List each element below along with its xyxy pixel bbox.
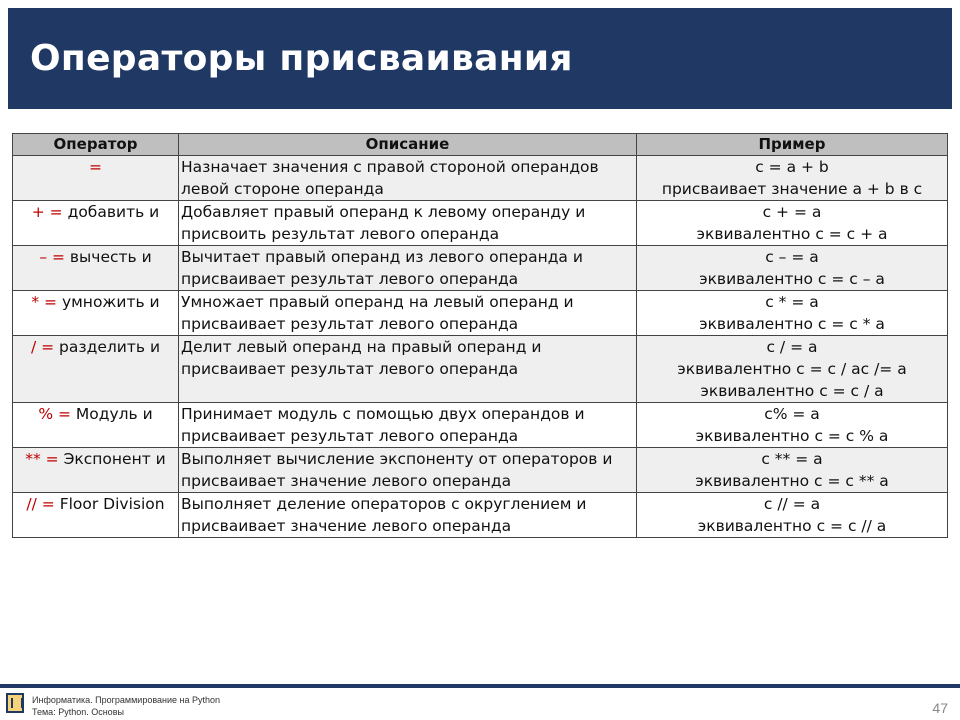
example-line: эквивалентно c = c – a xyxy=(699,270,885,288)
operator-example xyxy=(637,336,948,403)
operator-description: Добавляет правый операнд к левому операнду и присвоить результат левого операнда xyxy=(179,201,637,246)
operator-symbol: + = xyxy=(31,203,63,221)
operator-name: умножить и xyxy=(57,293,160,311)
slide-title: Операторы присваивания xyxy=(30,38,573,79)
example-line: c / = a xyxy=(766,338,818,356)
operator-cell xyxy=(13,291,179,336)
operator-name: Модуль и xyxy=(70,405,153,423)
table-row xyxy=(13,448,948,493)
example-line: эквивалентно c = c * a xyxy=(699,315,885,333)
operator-description: Назначает значения с правой стороной операндов левой стороне операнда xyxy=(179,156,637,201)
operator-cell xyxy=(13,246,179,291)
page-number: 47 xyxy=(932,700,948,716)
table-row xyxy=(13,156,948,201)
operator-cell xyxy=(13,201,179,246)
university-logo-icon xyxy=(6,693,24,713)
example-line: c // = a xyxy=(763,495,821,513)
operator-example xyxy=(637,448,948,493)
footer-course: Информатика. Программирование на Python xyxy=(32,695,221,705)
example-line: c% = a xyxy=(764,405,820,423)
assignment-operators-table xyxy=(12,133,948,538)
operator-cell xyxy=(13,156,179,201)
operator-symbol: % = xyxy=(38,405,71,423)
operator-name: вычесть и xyxy=(64,248,152,266)
operator-cell xyxy=(13,493,179,538)
operator-name: Floor Division xyxy=(54,495,165,513)
operator-cell xyxy=(13,448,179,493)
example-line: c – = a xyxy=(765,248,819,266)
operator-symbol: // = xyxy=(26,495,55,513)
table-row xyxy=(13,246,948,291)
operator-example xyxy=(637,201,948,246)
table-body xyxy=(13,156,948,538)
operator-example xyxy=(637,493,948,538)
title-bar xyxy=(0,0,960,117)
operator-description: Принимает модуль с помощью двух операндов и присваивает результат левого операнда xyxy=(179,403,637,448)
operator-description: Выполняет деление операторов с округлением и присваивает значение левого операнда xyxy=(179,493,637,538)
footer-text xyxy=(32,694,220,718)
example-line: эквивалентно c = c / a xyxy=(700,382,884,400)
header-description: Описание xyxy=(179,134,637,156)
table-header-row xyxy=(13,134,948,156)
table-row xyxy=(13,336,948,403)
operator-example xyxy=(637,156,948,201)
operator-example xyxy=(637,403,948,448)
footer-bar xyxy=(0,684,960,688)
example-line: эквивалентно c = c % a xyxy=(695,427,889,445)
operator-symbol: = xyxy=(89,158,102,176)
operator-symbol: * = xyxy=(31,293,58,311)
operator-name: Экспонент и xyxy=(58,450,166,468)
example-line: эквивалентно c = c ** a xyxy=(695,472,889,490)
table-row xyxy=(13,493,948,538)
example-line: эквивалентно c = c / ac /= a xyxy=(677,360,907,378)
example-line: c + = a xyxy=(762,203,822,221)
operator-description: Вычитает правый операнд из левого операнда и присваивает результат левого операнда xyxy=(179,246,637,291)
example-line: c ** = a xyxy=(761,450,823,468)
table-row xyxy=(13,201,948,246)
header-operator: Оператор xyxy=(13,134,179,156)
operator-name: разделить и xyxy=(54,338,161,356)
example-line: c = a + b xyxy=(755,158,829,176)
operator-description: Умножает правый операнд на левый операнд и присваивает результат левого операнда xyxy=(179,291,637,336)
example-line: c * = a xyxy=(765,293,819,311)
example-line: эквивалентно c = c // a xyxy=(697,517,887,535)
table-row xyxy=(13,403,948,448)
operator-name: добавить и xyxy=(62,203,160,221)
operator-cell xyxy=(13,403,179,448)
example-line: эквивалентно c = c + a xyxy=(696,225,888,243)
title-background xyxy=(8,8,952,109)
header-example: Пример xyxy=(637,134,948,156)
operator-description: Делит левый операнд на правый операнд и присваивает результат левого операнда xyxy=(179,336,637,403)
example-line: присваивает значение a + b в c xyxy=(661,180,923,198)
operator-symbol: / = xyxy=(30,338,55,356)
operator-symbol: – = xyxy=(39,248,65,266)
operator-symbol: ** = xyxy=(25,450,59,468)
operator-description: Выполняет вычисление экспоненту от операторов и присваивает значение левого операнда xyxy=(179,448,637,493)
operator-example xyxy=(637,246,948,291)
footer-topic: Тема: Python. Основы xyxy=(32,707,124,717)
operator-cell xyxy=(13,336,179,403)
table-row xyxy=(13,291,948,336)
operator-example xyxy=(637,291,948,336)
